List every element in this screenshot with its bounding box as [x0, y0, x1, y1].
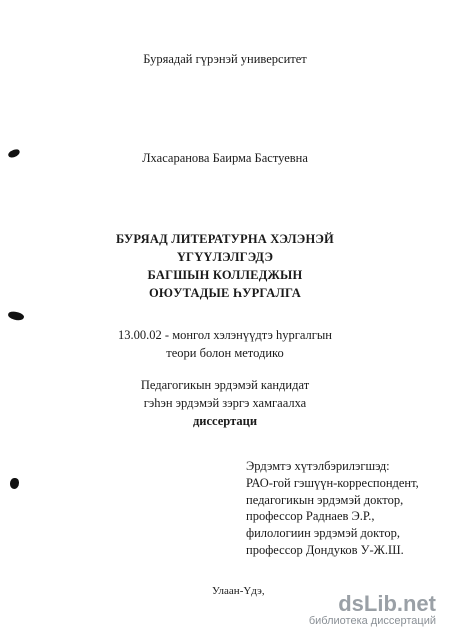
watermark	[309, 593, 436, 628]
scan-mark-3	[10, 478, 19, 489]
university-name: Буряадай гүрэнэй университет	[143, 52, 307, 66]
author-name: Лхасаранова Баирма Бастуевна	[142, 151, 308, 165]
supervisor-line: педагогикын эрдэмэй доктор,	[246, 492, 404, 507]
supervisors-block	[246, 458, 419, 559]
supervisor-line: профессор Дондуков У-Ж.Ш.	[246, 542, 404, 557]
specialty-line-1: 13.00.02 - монгол хэлэнүүдтэ һургалгын	[118, 328, 332, 342]
scan-mark-2	[7, 310, 25, 322]
degree-line-1: Педагогикын эрдэмэй кандидат	[140, 378, 310, 392]
supervisors-heading: Эрдэмтэ хүтэлбэрилэгшэд:	[246, 459, 390, 473]
dissertation-label: диссертаци	[192, 414, 258, 428]
supervisor-line: РАО-гой гэшүүн-корреспондент,	[246, 475, 419, 490]
supervisor-line: профессор Раднаев Э.Р.,	[246, 509, 375, 524]
watermark-subtitle: библиотека диссертаций	[308, 615, 436, 627]
degree-line-2: гэһэн эрдэмэй зэргэ хамгаалха	[143, 396, 307, 410]
title-line-3: БАГШЫН КОЛЛЕДЖЫН	[147, 268, 303, 282]
city-year: Улаан-Үдэ,	[212, 585, 265, 597]
title-line-1: БУРЯАД ЛИТЕРАТУРНА ХЭЛЭНЭЙ	[116, 232, 334, 246]
supervisor-line: филологиин эрдэмэй доктор,	[246, 526, 400, 541]
title-line-2: ҮГҮҮЛЭЛГЭДЭ	[176, 250, 274, 264]
specialty-line-2: теори болон методико	[166, 346, 284, 360]
title-line-4: ОЮУТАДЫЕ ҺУРГАЛГА	[149, 286, 301, 300]
watermark-logo: dsLib.net	[338, 591, 436, 616]
